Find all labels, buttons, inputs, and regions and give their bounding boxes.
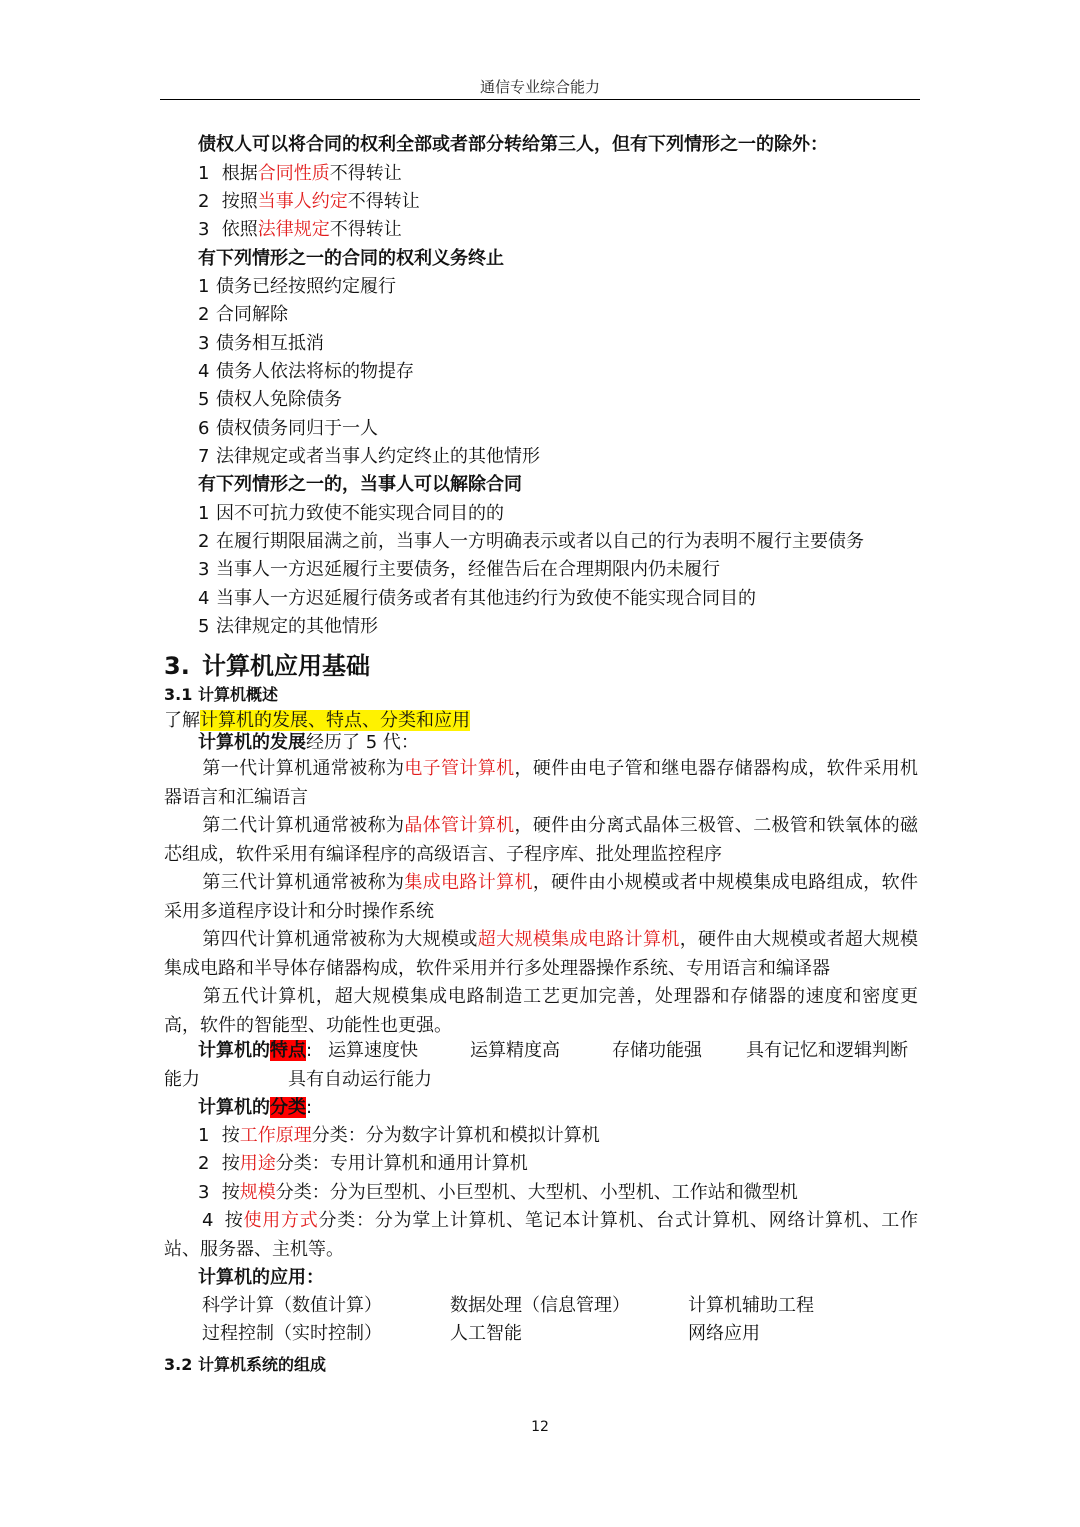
- termination-item-6: [198, 417, 378, 441]
- item-text: 分类：分为掌上计算机、笔记本计算机、台式计算机、网络计算机、工作站、服务器、主机等。: [164, 1210, 919, 1260]
- section-number: 3.2: [164, 1355, 193, 1374]
- rescission-item-5: [198, 615, 378, 639]
- development-text: 经历了 5 代：: [306, 732, 419, 753]
- generation-5-paragraph: [164, 982, 918, 1040]
- transfer-item-2: [198, 190, 420, 214]
- classification-line: [198, 1096, 312, 1120]
- rescission-item-3: [198, 558, 720, 582]
- generation-3-paragraph: [164, 868, 918, 926]
- red-emphasis: 工作原理: [239, 1125, 312, 1146]
- applications-label: 计算机的应用：: [198, 1267, 324, 1288]
- section-number: 3.: [164, 652, 190, 680]
- list-number: 2: [198, 304, 210, 325]
- development-label: 计算机的发展: [198, 732, 306, 753]
- section-title: 计算机概述: [198, 685, 279, 704]
- para-text: ，硬件由电子管和继电器存储器构成，软件采用机器语言和汇编语言: [164, 758, 919, 808]
- list-number: 6: [198, 418, 210, 439]
- item-text: 分类：专用计算机和通用计算机: [275, 1153, 528, 1174]
- para-text: 第一代计算机通常被称为: [202, 758, 405, 779]
- transfer-item-1: [198, 162, 402, 186]
- para-text: 第三代计算机通常被称为: [202, 872, 405, 893]
- para-text: 第二代计算机通常被称为: [202, 815, 405, 836]
- item-text: 债权人免除债务: [216, 389, 342, 410]
- item-text: 法律规定的其他情形: [216, 616, 378, 637]
- item-text: 按: [221, 1125, 240, 1146]
- list-number: 5: [198, 389, 210, 410]
- rescission-heading: 有下列情形之一的，当事人可以解除合同: [198, 474, 522, 495]
- list-number: 1: [198, 503, 210, 524]
- yellow-highlight: 计算机的发展、特点、分类和应用: [200, 710, 470, 731]
- para-text: 第四代计算机通常被称为大规模或: [202, 929, 478, 950]
- rescission-item-4: [198, 587, 756, 611]
- red-emphasis: 规模: [239, 1182, 276, 1203]
- red-emphasis: 合同性质: [257, 163, 330, 184]
- item-text: 分类：分为数字计算机和模拟计算机: [311, 1125, 600, 1146]
- item-text: 债务人依法将标的物提存: [216, 361, 414, 382]
- list-number: 7: [198, 446, 210, 467]
- section-3-1-heading: [164, 682, 278, 705]
- red-emphasis: 当事人约定: [257, 191, 348, 212]
- generation-4-paragraph: [164, 925, 918, 983]
- red-emphasis: 法律规定: [257, 219, 330, 240]
- overview-intro: [164, 709, 470, 733]
- transfer-item-3: [198, 218, 402, 242]
- classification-item-4: [164, 1206, 918, 1264]
- features-line: [198, 1039, 312, 1063]
- rescission-item-1: [198, 502, 504, 526]
- colon: :: [306, 1040, 313, 1061]
- list-number: 2: [198, 531, 210, 552]
- application-item: 人工智能: [450, 1323, 522, 1344]
- red-highlight: 特点: [270, 1040, 306, 1061]
- list-number: 5: [198, 616, 210, 637]
- list-number: 4: [198, 588, 210, 609]
- application-item: 科学计算（数值计算）: [202, 1295, 382, 1316]
- red-emphasis: 晶体管计算机: [404, 815, 515, 836]
- para-text: ，硬件由分离式晶体三极管、二极管和铁氧体的磁芯组成，软件采用有编译程序的高级语言、子程序库、批处理监控程序: [164, 815, 919, 865]
- item-text: 按: [221, 1153, 240, 1174]
- classification-item-2: [198, 1152, 528, 1176]
- section-title: 计算机应用基础: [202, 652, 370, 680]
- para-text: 第五代计算机，超大规模集成电路制造工艺更加完善，处理器和存储器的速度和密度更高，软件的智能型、功能性也更强。: [164, 986, 918, 1036]
- list-number: 2: [198, 191, 210, 212]
- feature-item: 具有自动运行能力: [288, 1069, 432, 1090]
- list-number: 4: [202, 1210, 214, 1231]
- item-text: 根据: [221, 163, 258, 184]
- generation-2-paragraph: [164, 811, 918, 869]
- item-text: 债务已经按照约定履行: [216, 276, 396, 297]
- para-text: ，硬件由小规模或者中规模集成电路组成，软件采用多道程序设计和分时操作系统: [164, 872, 919, 922]
- application-item: 计算机辅助工程: [688, 1295, 814, 1316]
- list-number: 2: [198, 1153, 210, 1174]
- item-text: 合同解除: [216, 304, 288, 325]
- development-line: [198, 731, 419, 755]
- red-emphasis: 电子管计算机: [404, 758, 515, 779]
- para-text: ，硬件由大规模或者超大规模集成电路和半导体存储器构成，软件采用并行多处理器操作系统、专用语言和编译器: [164, 929, 919, 979]
- feature-item: 能力: [164, 1069, 200, 1090]
- section-3-2-heading: [164, 1352, 326, 1375]
- item-text: 因不可抗力致使不能实现合同目的的: [216, 503, 504, 524]
- section-3-heading: [164, 646, 370, 681]
- item-text: 分类：分为巨型机、小巨型机、大型机、小型机、工作站和微型机: [275, 1182, 798, 1203]
- termination-item-2: [198, 303, 288, 327]
- feature-item: 存储功能强: [612, 1040, 702, 1061]
- red-emphasis: 使用方式: [243, 1210, 319, 1231]
- red-emphasis: 集成电路计算机: [404, 872, 533, 893]
- item-text: 债权债务同归于一人: [216, 418, 378, 439]
- list-number: 3: [198, 1182, 210, 1203]
- termination-item-4: [198, 360, 414, 384]
- item-text: 依照: [221, 219, 258, 240]
- feature-item: 具有记忆和逻辑判断: [746, 1040, 908, 1061]
- list-number: 3: [198, 219, 210, 240]
- list-number: 1: [198, 276, 210, 297]
- list-number: 3: [198, 559, 210, 580]
- red-emphasis: 用途: [239, 1153, 276, 1174]
- features-label: 计算机的: [198, 1040, 270, 1061]
- item-text: 在履行期限届满之前，当事人一方明确表示或者以自己的行为表明不履行主要债务: [216, 531, 864, 552]
- classification-label: 计算机的: [198, 1097, 270, 1118]
- intro-text: 了解: [164, 710, 200, 731]
- colon: :: [306, 1097, 313, 1118]
- item-text: 债务相互抵消: [216, 333, 324, 354]
- red-highlight: 分类: [270, 1097, 306, 1118]
- list-number: 1: [198, 1125, 210, 1146]
- item-text: 按: [221, 1182, 240, 1203]
- list-number: 3: [198, 333, 210, 354]
- section-number: 3.1: [164, 685, 193, 704]
- list-number: 1: [198, 163, 210, 184]
- item-text: 当事人一方迟延履行债务或者有其他违约行为致使不能实现合同目的: [216, 588, 756, 609]
- item-text: 不得转让: [329, 219, 402, 240]
- header-title: 通信专业综合能力: [479, 78, 600, 96]
- item-text: 不得转让: [347, 191, 420, 212]
- feature-item: 运算精度高: [470, 1040, 560, 1061]
- transfer-heading: 债权人可以将合同的权利全部或者部分转给第三人，但有下列情形之一的除外：: [198, 134, 828, 155]
- termination-item-7: [198, 445, 540, 469]
- classification-item-1: [198, 1124, 600, 1148]
- feature-item: 运算速度快: [328, 1040, 418, 1061]
- page-number: 12: [531, 1419, 549, 1435]
- item-text: 不得转让: [329, 163, 402, 184]
- classification-item-3: [198, 1181, 798, 1205]
- termination-item-1: [198, 275, 396, 299]
- application-item: 数据处理（信息管理）: [450, 1295, 630, 1316]
- application-item: 过程控制（实时控制）: [202, 1323, 382, 1344]
- generation-1-paragraph: [164, 754, 918, 812]
- list-number: 4: [198, 361, 210, 382]
- termination-item-3: [198, 332, 324, 356]
- rescission-item-2: [198, 530, 864, 554]
- item-text: 当事人一方迟延履行主要债务，经催告后在合理期限内仍未履行: [216, 559, 720, 580]
- application-item: 网络应用: [688, 1323, 760, 1344]
- termination-item-5: [198, 388, 342, 412]
- red-emphasis: 超大规模集成电路计算机: [477, 929, 680, 950]
- section-title: 计算机系统的组成: [198, 1355, 327, 1374]
- item-text: 法律规定或者当事人约定终止的其他情形: [216, 446, 540, 467]
- termination-heading: 有下列情形之一的合同的权利义务终止: [198, 248, 504, 269]
- item-text: 按照: [221, 191, 258, 212]
- item-text: 按: [224, 1210, 244, 1231]
